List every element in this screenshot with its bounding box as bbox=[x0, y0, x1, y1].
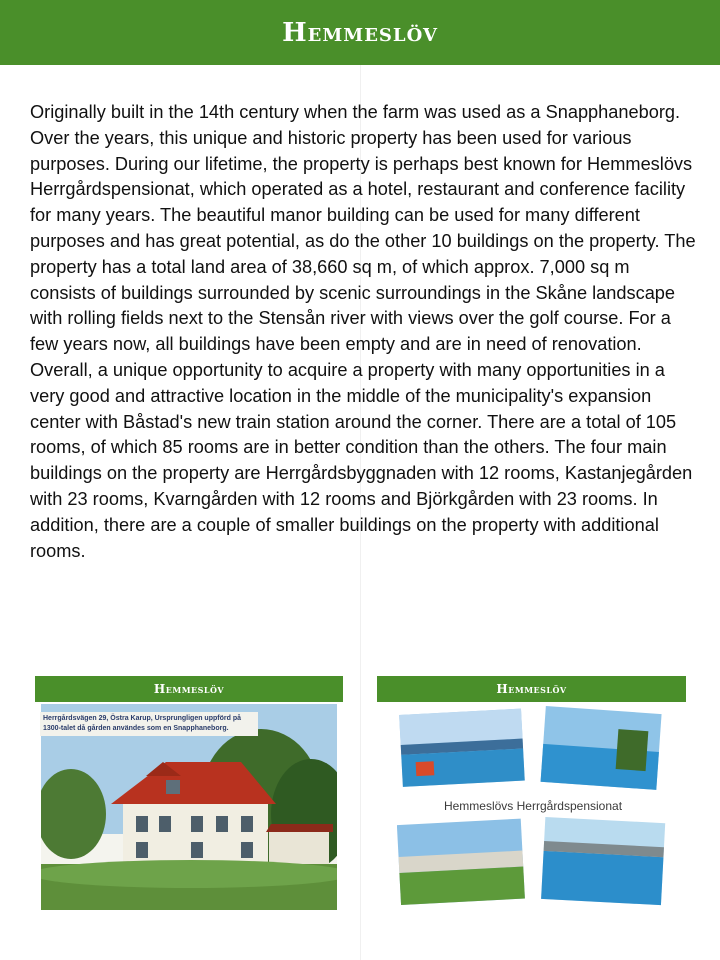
card-title: Hemmeslöv bbox=[153, 682, 225, 696]
pension-collage-photo bbox=[397, 704, 669, 906]
manor-photo-wrap bbox=[35, 704, 343, 910]
card-title: Hemmeslöv bbox=[496, 682, 567, 696]
collage-caption: Hemmeslövs Herrgårdspensionat bbox=[443, 799, 623, 813]
page-title: Hemmeslöv bbox=[282, 17, 438, 48]
card-header bbox=[35, 676, 343, 702]
postcard-caption: Herrgårdsvägen 29, Östra Karup, Ursprungligen uppförd på 1300-talet då gården användes som en Snapphaneborg. bbox=[40, 712, 258, 736]
property-description: Originally built in the 14th century when the farm was used as a Snapphaneborg. Over the years, this unique and historic property has been used for various purposes. During our lifetime, the property is perhaps best known for Hemmeslövs Herrgårdspensionat, which operated as a hotel, restaurant and conference facility for many years. The beautiful manor building can be used for many different purposes and has great potential, as do the other 10 buildings on the property. The property has a total land area of 38,660 sq m, of which approx. 7,000 sq m consists of buildings surrounded by scenic surroundings in the Skåne landscape with rolling fields next to the Stensån river with views over the golf course. For a few years now, all buildings have been empty and are in need of renovation. Overall, a unique opportunity to acquire a property with many opportunities in a very good and attractive location in the middle of the municipality's expansion center with Båstad's new train station around the corner. There are a total of 105 rooms, of which 85 rooms are in better condition than the others. The four main buildings on the property are Herrgårdsbyggnaden with 12 rooms, Kastanjegården with 23 rooms, Kvarngården with 12 rooms and Björkgården with 23 rooms. In addition, there are a couple of smaller buildings on the property with additional rooms. bbox=[30, 102, 696, 561]
pension-postcard-card bbox=[377, 676, 686, 906]
card-header bbox=[377, 676, 686, 702]
manor-postcard-card bbox=[35, 676, 343, 910]
title-banner bbox=[0, 0, 720, 65]
